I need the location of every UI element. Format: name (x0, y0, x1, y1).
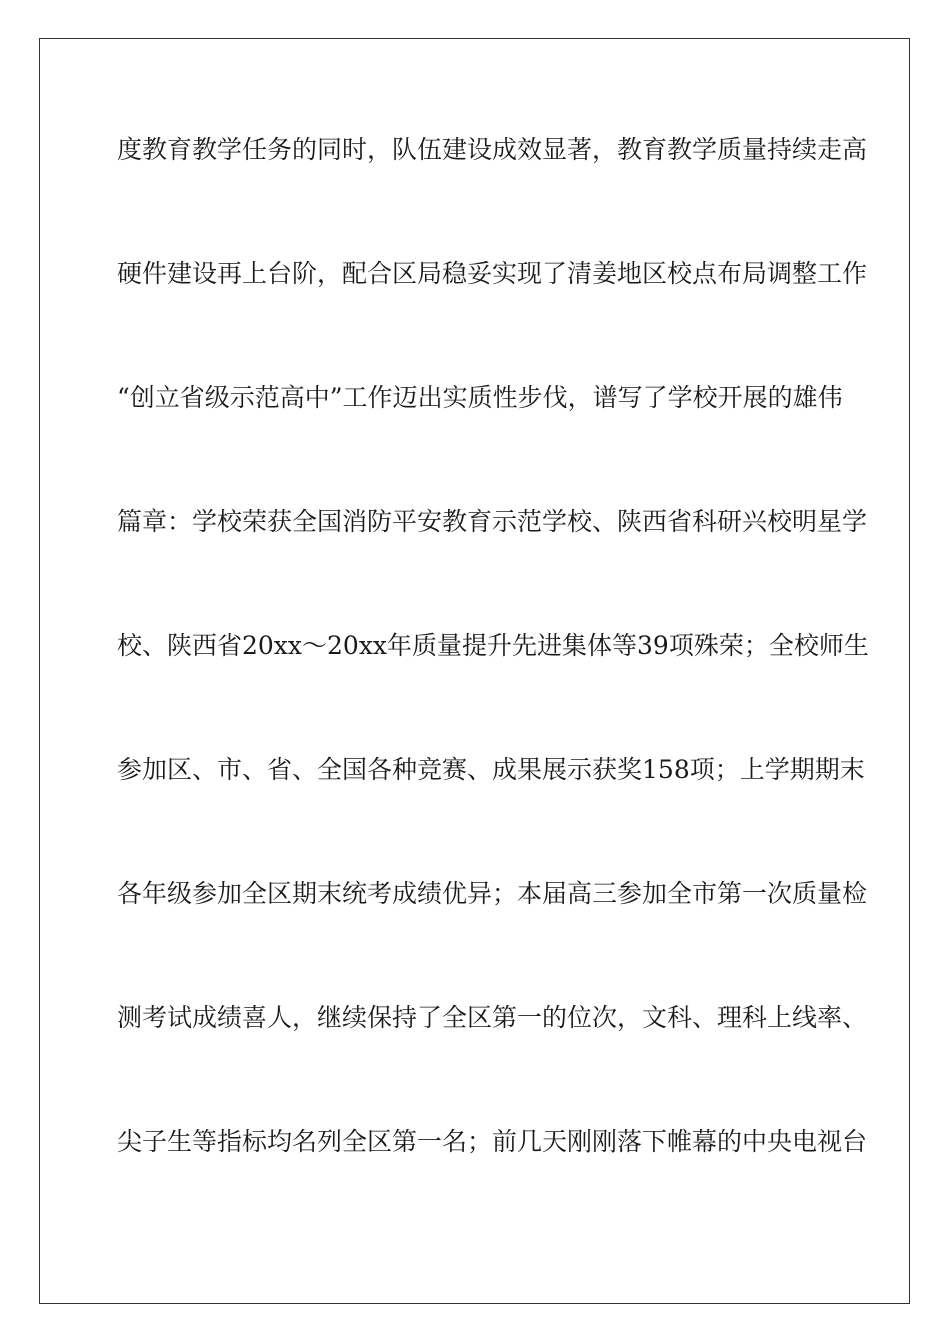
text-line: 篇章：学校荣获全国消防平安教育示范学校、陕西省科研兴校明星学 (117, 507, 868, 536)
text-line: “创立省级示范高中”工作迈出实质性步伐，谱写了学校开展的雄伟 (117, 383, 843, 412)
page-border (39, 38, 910, 1304)
text-line: 各年级参加全区期末统考成绩优异；本届高三参加全市第一次质量检 (117, 879, 868, 908)
text-line: 硬件建设再上台阶，配合区局稳妥实现了清姜地区校点布局调整工作 (117, 259, 868, 288)
text-line: 参加区、市、省、全国各种竞赛、成果展示获奖158项；上学期期末 (117, 755, 865, 784)
text-line: 测考试成绩喜人，继续保持了全区第一的位次，文科、理科上线率、 (117, 1003, 868, 1032)
text-line: 尖子生等指标均名列全区第一名；前几天刚刚落下帷幕的中央电视台 (117, 1127, 868, 1156)
text-line: 度教育教学任务的同时，队伍建设成效显著，教育教学质量持续走高 (117, 135, 868, 164)
text-line: 校、陕西省20xx～20xx年质量提升先进集体等39项殊荣；全校师生 (117, 631, 869, 660)
